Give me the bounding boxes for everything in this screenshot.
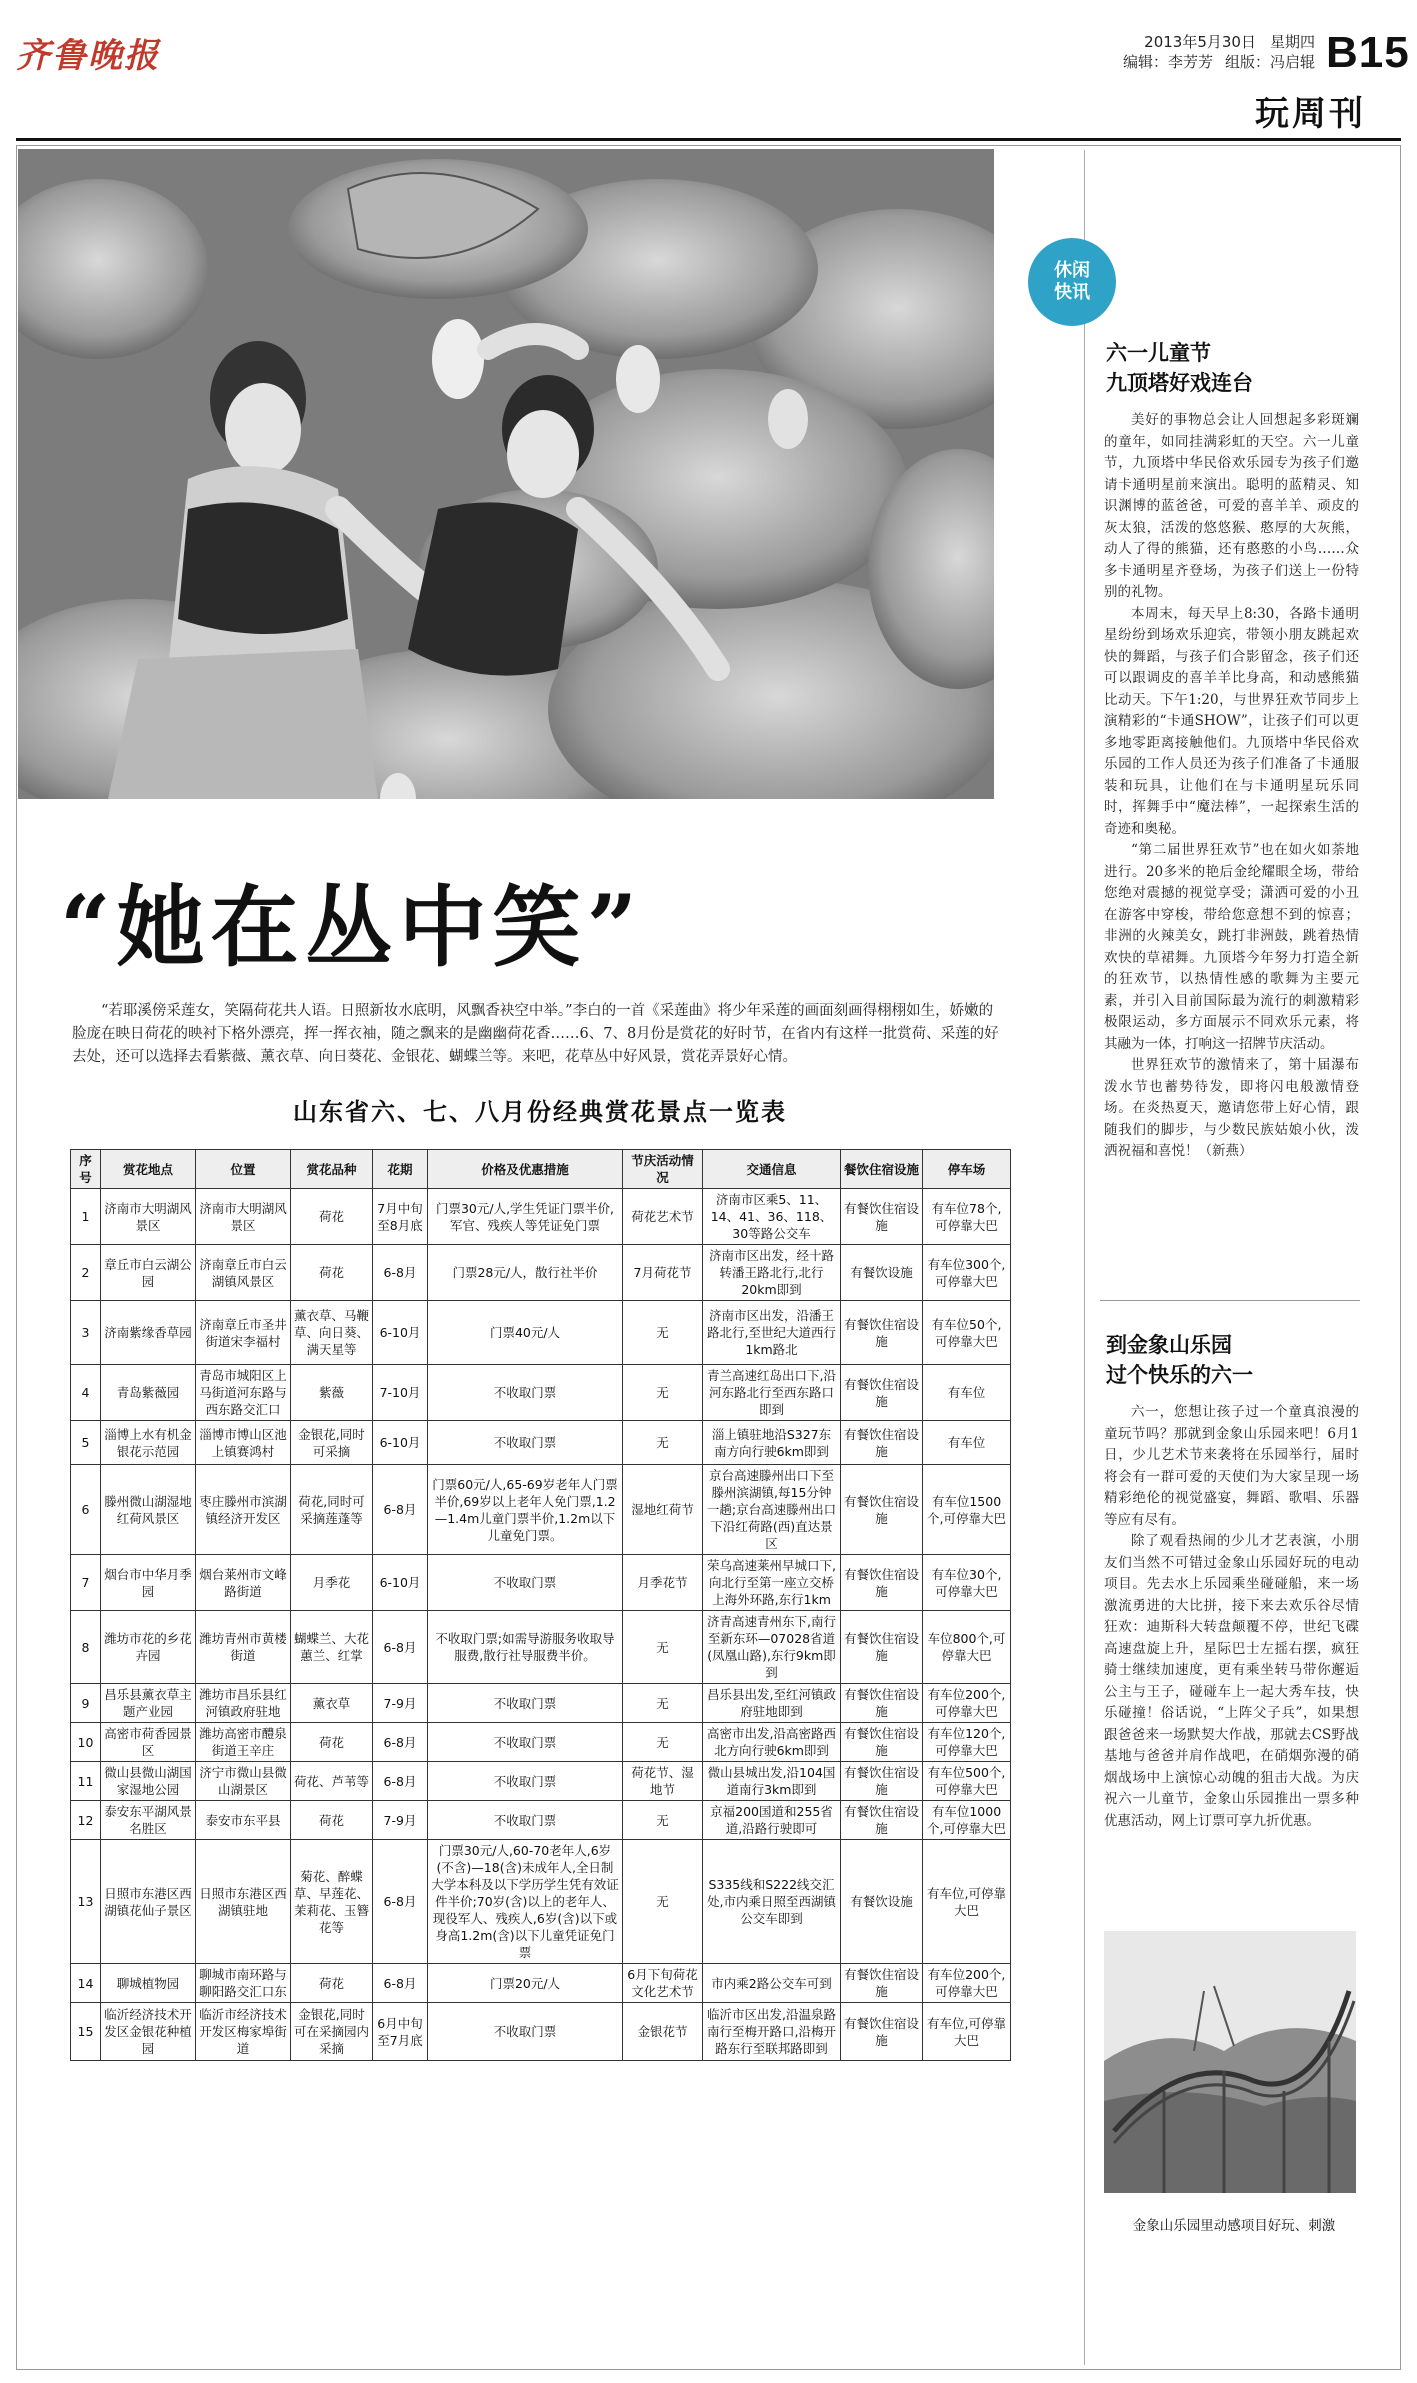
table-cell: 济南市区乘5、11、14、41、36、118、30等路公交车: [703, 1189, 841, 1245]
table-cell: 有餐饮住宿设施: [841, 1801, 923, 1840]
table-row: [71, 1723, 1011, 1762]
table-row: [71, 1964, 1011, 2003]
table-cell: 不收取门票: [428, 1684, 623, 1723]
table-cell: 4: [71, 1365, 101, 1421]
table-cell: 昌乐县出发,至红河镇政府驻地即到: [703, 1684, 841, 1723]
table-cell: 济南市大明湖风景区: [196, 1189, 291, 1245]
table-cell: 临沂市经济技术开发区梅家埠街道: [196, 2003, 291, 2061]
table-cell: 6-8月: [373, 1245, 428, 1301]
table-header-cell: 节庆活动情况: [623, 1150, 703, 1189]
table-cell: 8: [71, 1611, 101, 1684]
table-row: [71, 1762, 1011, 1801]
table-cell: 济南章丘市圣井街道宋李福村: [196, 1301, 291, 1365]
table-cell: 潍坊市花的乡花卉园: [101, 1611, 196, 1684]
table-cell: 聊城植物园: [101, 1964, 196, 2003]
issue-weekday: 星期四: [1269, 33, 1315, 51]
table-cell: 潍坊青州市黄楼街道: [196, 1611, 291, 1684]
table-cell: 微山县城出发,沿104国道南行3km即到: [703, 1762, 841, 1801]
table-cell: 无: [623, 1301, 703, 1365]
article1-title-line1: 六一儿童节: [1106, 341, 1211, 365]
page-number: B15: [1326, 28, 1410, 77]
table-cell: 5: [71, 1421, 101, 1465]
header-rule: [16, 138, 1401, 141]
layout-credit: 组版：冯启辊: [1224, 53, 1315, 71]
table-cell: 济南市区出发，经十路转潘王路北行,北行20km即到: [703, 1245, 841, 1301]
table-cell: 不收取门票: [428, 1421, 623, 1465]
table-header-cell: 停车场: [923, 1150, 1011, 1189]
table-cell: 6-10月: [373, 1301, 428, 1365]
table-cell: 枣庄滕州市滨湖镇经济开发区: [196, 1465, 291, 1555]
table-body: [71, 1189, 1011, 2061]
table-cell: 有餐饮住宿设施: [841, 1555, 923, 1611]
article1-body: [1104, 410, 1359, 1163]
table-cell: 车位800个,可停靠大巴: [923, 1611, 1011, 1684]
table-cell: 荷花,同时可采摘莲蓬等: [291, 1465, 373, 1555]
table-cell: 有餐饮住宿设施: [841, 1465, 923, 1555]
table-cell: 荷花: [291, 1801, 373, 1840]
article1-paragraph: 世界狂欢节的激情来了，第十届瀑布泼水节也蓄势待发，即将闪电般激情登场。在炎热夏天，邀请您带上好心情，跟随我们的脚步，与少数民族姑娘小伙，泼洒祝福和喜悦！（新燕）: [1104, 1057, 1359, 1159]
table-cell: 有餐饮住宿设施: [841, 1365, 923, 1421]
table-header-row: [71, 1150, 1011, 1189]
table-cell: 市内乘2路公交车可到: [703, 1964, 841, 2003]
table-cell: 荷花: [291, 1964, 373, 2003]
table-cell: 1: [71, 1189, 101, 1245]
article1-title-line2: 九顶塔好戏连台: [1106, 371, 1253, 395]
table-cell: 荷花: [291, 1723, 373, 1762]
table-cell: 薰衣草: [291, 1684, 373, 1723]
table-row: [71, 1684, 1011, 1723]
table-cell: 荣乌高速莱州早城口下,向北行至第一座立交桥上海外环路,东行1km: [703, 1555, 841, 1611]
amusement-park-photo: [1104, 1931, 1356, 2193]
table-cell: 15: [71, 2003, 101, 2061]
article2-title: [1106, 1330, 1253, 1390]
table-cell: 7-9月: [373, 1684, 428, 1723]
table-cell: 无: [623, 1611, 703, 1684]
table-cell: 7月荷花节: [623, 1245, 703, 1301]
table-cell: 门票30元/人,学生凭证门票半价,军官、残疾人等凭证免门票: [428, 1189, 623, 1245]
table-cell: 泰安东平湖风景名胜区: [101, 1801, 196, 1840]
table-row: [71, 1611, 1011, 1684]
table-cell: 有餐饮设施: [841, 1840, 923, 1964]
news-badge: [1028, 238, 1116, 326]
table-cell: 不收取门票;如需导游服务收取导服费,散行社导服费半价。: [428, 1611, 623, 1684]
table-cell: 蝴蝶兰、大花蕙兰、红掌: [291, 1611, 373, 1684]
table-cell: 菊花、醉蝶草、早莲花、茉莉花、玉簪花等: [291, 1840, 373, 1964]
article2-paragraph: 除了观看热闹的少儿才艺表演，小朋友们当然不可错过金象山乐园好玩的电动项目。先去水上乐园乘坐碰碰船，来一场激流勇进的大比拼，接下来去欢乐谷尽情狂欢：迪斯科大转盘颠覆不停，世纪飞碟高速盘旋上升，星际巴士左摇右摆，疯狂骑士继续加速度，更有乘坐转马带你邂逅公主与王子，碰碰车上一起大秀车技，快乐碰撞！俗话说，“上阵父子兵”，如果想跟爸爸来一场默契大作战，那就去CS野战基地与爸爸并肩作战吧，在硝烟弥漫的硝烟战场中上演惊心动魄的狙击大战。为庆祝六一儿童节，金象山乐园推出一票多种优惠活动，网上订票可享九折优惠。: [1104, 1533, 1359, 1829]
table-cell: 薰衣草、马鞭草、向日葵、满天星等: [291, 1301, 373, 1365]
article1-paragraph: “第二届世界狂欢节”也在如火如荼地进行。20多米的艳后金纶耀眼全场，带给您绝对震撼的视觉享受；潇洒可爱的小丑在游客中穿梭，带给您意想不到的惊喜；非洲的火辣美女，跳打非洲鼓，跳着热情欢快的草裙舞。九顶塔今年努力打造全新的狂欢节，以热情性感的歌舞为主要元素，并引入目前国际最为流行的刺激精彩极限运动，多方面展示不同欢乐元素，将其融为一体，打响这一招牌节庆活动。: [1104, 842, 1359, 1052]
table-cell: 有餐饮住宿设施: [841, 2003, 923, 2061]
table-cell: 有车位50个,可停靠大巴: [923, 1301, 1011, 1365]
table-cell: 济南紫缘香草园: [101, 1301, 196, 1365]
table-cell: 不收取门票: [428, 2003, 623, 2061]
table-row: [71, 1301, 1011, 1365]
table-cell: 微山县微山湖国家湿地公园: [101, 1762, 196, 1801]
table-cell: 紫薇: [291, 1365, 373, 1421]
article-divider: [1100, 1300, 1360, 1301]
table-cell: 无: [623, 1421, 703, 1465]
table-cell: 6月中旬至7月底: [373, 2003, 428, 2061]
table-cell: 有车位,可停靠大巴: [923, 2003, 1011, 2061]
table-cell: 门票28元/人，散行社半价: [428, 1245, 623, 1301]
table-row: [71, 1801, 1011, 1840]
table-cell: 无: [623, 1365, 703, 1421]
table-cell: 京台高速滕州出口下至滕州滨湖镇,每15分钟一趟;京台高速滕州出口下沿红荷路(西)直达景区: [703, 1465, 841, 1555]
table-cell: 7-9月: [373, 1801, 428, 1840]
table-cell: 烟台市中华月季园: [101, 1555, 196, 1611]
table-cell: 京福200国道和255省道,沿路行驶即可: [703, 1801, 841, 1840]
table-cell: 14: [71, 1964, 101, 2003]
badge-line-2: 快讯: [1054, 282, 1090, 303]
table-cell: 荷花、芦苇等: [291, 1762, 373, 1801]
page-headline: “她在丛中笑”: [60, 875, 644, 979]
table-title: 山东省六、七、八月份经典赏花景点一览表: [293, 1098, 787, 1126]
table-cell: 有餐饮住宿设施: [841, 1301, 923, 1365]
table-cell: 不收取门票: [428, 1801, 623, 1840]
table-cell: 济南章丘市白云湖镇风景区: [196, 1245, 291, 1301]
table-header-cell: 位置: [196, 1150, 291, 1189]
table-row: [71, 1245, 1011, 1301]
table-cell: 6-8月: [373, 1611, 428, 1684]
table-cell: 11: [71, 1762, 101, 1801]
table-cell: 有车位30个,可停靠大巴: [923, 1555, 1011, 1611]
column-divider: [1084, 150, 1085, 2365]
table-cell: 门票20元/人: [428, 1964, 623, 2003]
table-cell: 荷花节、湿地节: [623, 1762, 703, 1801]
table-cell: 6-8月: [373, 1465, 428, 1555]
table-header-cell: 花期: [373, 1150, 428, 1189]
table-header-cell: 价格及优惠措施: [428, 1150, 623, 1189]
table-cell: 有餐饮住宿设施: [841, 1964, 923, 2003]
table-cell: 7-10月: [373, 1365, 428, 1421]
table-cell: 淄上镇驻地沿S327东南方向行驶6km即到: [703, 1421, 841, 1465]
intro-paragraph: “若耶溪傍采莲女，笑隔荷花共人语。日照新妆水底明，风飘香袂空中举。”李白的一首《采莲曲》将少年采莲的画面刻画得栩栩如生，娇嫩的脸庞在映日荷花的映衬下格外漂亮，挥一挥衣袖，随之飘来的是幽幽荷花香……6、7、8月份是赏花的好时节，在省内有这样一批赏荷、采莲的好去处，还可以选择去看紫薇、薰衣草、向日葵花、金银花、蝴蝶兰等。来吧，花草丛中好风景，赏花弄景好心情。: [72, 1003, 999, 1065]
table-cell: 不收取门票: [428, 1723, 623, 1762]
section-title: 玩周刊: [1255, 94, 1366, 134]
table-cell: 7月中旬至8月底: [373, 1189, 428, 1245]
table-row: [71, 2003, 1011, 2061]
table-row: [71, 1555, 1011, 1611]
table-cell: 荷花: [291, 1189, 373, 1245]
table-cell: 有车位1500个,可停靠大巴: [923, 1465, 1011, 1555]
table-cell: 有餐饮住宿设施: [841, 1189, 923, 1245]
table-cell: 不收取门票: [428, 1762, 623, 1801]
issue-date: 2013年5月30日: [1144, 33, 1256, 51]
table-cell: 9: [71, 1684, 101, 1723]
table-cell: 青兰高速红岛出口下,沿河东路北行至西东路口即到: [703, 1365, 841, 1421]
article2-paragraph: 六一，您想让孩子过一个童真浪漫的童玩节吗？那就到金象山乐园来吧！6月1日，少儿艺术节来袭将在乐园举行，届时将会有一群可爱的天使们为大家呈现一场精彩绝伦的视觉盛宴，舞蹈、歌唱、乐器等应有尽有。: [1104, 1404, 1359, 1528]
table-cell: 无: [623, 1723, 703, 1762]
table-cell: 门票60元/人,65-69岁老年人门票半价,69岁以上老年人免门票,1.2—1.4m儿童门票半价,1.2m以下儿童免门票。: [428, 1465, 623, 1555]
table-cell: 门票40元/人: [428, 1301, 623, 1365]
table-cell: 淄博市博山区池上镇赛鸿村: [196, 1421, 291, 1465]
table-cell: 有餐饮住宿设施: [841, 1723, 923, 1762]
table-cell: 有餐饮住宿设施: [841, 1421, 923, 1465]
table-cell: 不收取门票: [428, 1365, 623, 1421]
article2-title-line1: 到金象山乐园: [1106, 1333, 1232, 1357]
table-cell: 有车位200个,可停靠大巴: [923, 1964, 1011, 2003]
table-cell: 济宁市微山县微山湖景区: [196, 1762, 291, 1801]
table-cell: 日照市东港区西湖镇驻地: [196, 1840, 291, 1964]
table-cell: 13: [71, 1840, 101, 1964]
table-cell: 聊城市南环路与聊阳路交汇口东: [196, 1964, 291, 2003]
article2-body: [1104, 1402, 1359, 1832]
article1-paragraph: 本周末，每天早上8:30，各路卡通明星纷纷到场欢乐迎宾，带领小朋友跳起欢快的舞蹈，与孩子们合影留念，孩子们还可以跟调皮的喜羊羊比身高，和动感熊猫比动天。下午1:20，与世界狂欢节同步上演精彩的“卡通SHOW”，让孩子们可以更多地零距离接触他们。九顶塔中华民俗欢乐园的工作人员还为孩子们准备了卡通服装和玩具，让他们在与卡通明星玩乐同时，挥舞手中“魔法棒”，一起探索生活的奇迹和奥秘。: [1104, 605, 1359, 837]
table-row: [71, 1421, 1011, 1465]
table-cell: 荷花艺术节: [623, 1189, 703, 1245]
table-header-cell: 交通信息: [703, 1150, 841, 1189]
table-row: [71, 1365, 1011, 1421]
article1-paragraph: 美好的事物总会让人回想起多彩斑斓的童年，如同挂满彩虹的天空。六一儿童节，九顶塔中华民俗欢乐园专为孩子们邀请卡通明星前来演出。聪明的蓝精灵、知识渊博的蓝爸爸，可爱的喜羊羊、顽皮的灰太狼，活泼的悠悠猴、憨厚的大灰熊，动人了得的熊猫，还有憨憨的小鸟……众多卡通明星齐登场，为孩子们送上一份特别的礼物。: [1104, 412, 1359, 600]
table-cell: 6: [71, 1465, 101, 1555]
newspaper-logo: 齐鲁晚报: [16, 36, 160, 76]
table-cell: 有车位1000个,可停靠大巴: [923, 1801, 1011, 1840]
article1-title: [1106, 338, 1253, 398]
table-cell: 有车位500个,可停靠大巴: [923, 1762, 1011, 1801]
table-cell: 烟台莱州市文峰路街道: [196, 1555, 291, 1611]
table-cell: 有车位: [923, 1365, 1011, 1421]
table-cell: 无: [623, 1840, 703, 1964]
table-cell: 有餐饮住宿设施: [841, 1762, 923, 1801]
table-cell: 有车位: [923, 1421, 1011, 1465]
table-cell: 6-10月: [373, 1555, 428, 1611]
table-cell: 6-8月: [373, 1762, 428, 1801]
editor-credit: 编辑：李芳芳: [1122, 53, 1213, 71]
table-cell: 6月下旬荷花文化艺术节: [623, 1964, 703, 2003]
table-cell: 6-8月: [373, 1964, 428, 2003]
table-cell: 临沂市区出发,沿温泉路南行至梅开路口,沿梅开路东行至联邦路即到: [703, 2003, 841, 2061]
table-cell: 高密市荷香园景区: [101, 1723, 196, 1762]
header-meta: [1085, 32, 1315, 72]
table-cell: 章丘市白云湖公园: [101, 1245, 196, 1301]
table-cell: S335线和S222线交汇处,市内乘日照至西湖镇公交车即到: [703, 1840, 841, 1964]
table-cell: 无: [623, 1684, 703, 1723]
table-cell: 有车位200个,可停靠大巴: [923, 1684, 1011, 1723]
table-cell: 济南市大明湖风景区: [101, 1189, 196, 1245]
table-cell: 淄博上水有机金银花示范园: [101, 1421, 196, 1465]
table-cell: 湿地红荷节: [623, 1465, 703, 1555]
table-cell: 临沂经济技术开发区金银花种植园: [101, 2003, 196, 2061]
table-cell: 有餐饮设施: [841, 1245, 923, 1301]
table-cell: 3: [71, 1301, 101, 1365]
table-cell: 滕州微山湖湿地红荷风景区: [101, 1465, 196, 1555]
table-cell: 无: [623, 1801, 703, 1840]
table-header-cell: 序号: [71, 1150, 101, 1189]
table-cell: 有餐饮住宿设施: [841, 1684, 923, 1723]
table-cell: 青岛市城阳区上马街道河东路与西东路交汇口: [196, 1365, 291, 1421]
table-cell: 日照市东港区西湖镇花仙子景区: [101, 1840, 196, 1964]
table-header-cell: 餐饮住宿设施: [841, 1150, 923, 1189]
table-cell: 月季花节: [623, 1555, 703, 1611]
table-cell: 荷花: [291, 1245, 373, 1301]
table-cell: 2: [71, 1245, 101, 1301]
table-cell: 昌乐县薰衣草主题产业园: [101, 1684, 196, 1723]
table-cell: 有车位300个,可停靠大巴: [923, 1245, 1011, 1301]
table-cell: 不收取门票: [428, 1555, 623, 1611]
table-cell: 有车位120个,可停靠大巴: [923, 1723, 1011, 1762]
table-cell: 青岛紫薇园: [101, 1365, 196, 1421]
table-cell: 潍坊高密市醴泉街道王辛庄: [196, 1723, 291, 1762]
table-header-cell: 赏花品种: [291, 1150, 373, 1189]
table-cell: 有餐饮住宿设施: [841, 1611, 923, 1684]
table-cell: 7: [71, 1555, 101, 1611]
table-cell: 金银花,同时可在采摘园内采摘: [291, 2003, 373, 2061]
table-cell: 12: [71, 1801, 101, 1840]
badge-line-1: 休闲: [1054, 260, 1090, 281]
table-cell: 高密市出发,沿高密路西北方向行驶6km即到: [703, 1723, 841, 1762]
lotus-girls-photo: [18, 149, 994, 799]
table-row: [71, 1189, 1011, 1245]
table-cell: 有车位,可停靠大巴: [923, 1840, 1011, 1964]
photo-caption: 金象山乐园里动感项目好玩、刺激: [1132, 2218, 1336, 2234]
table-cell: 济青高速青州东下,南行至新东环—07028省道(凤凰山路),东行9km即到: [703, 1611, 841, 1684]
table-cell: 6-8月: [373, 1723, 428, 1762]
table-cell: 10: [71, 1723, 101, 1762]
table-cell: 门票30元/人,60-70老年人,6岁(不含)—18(含)未成年人,全日制大学本科及以下学历学生凭有效证件半价;70岁(含)以上的老年人、现役军人、残疾人,6岁(含)以下或身高1.2m(含)以下儿童凭证免门票: [428, 1840, 623, 1964]
table-cell: 有车位78个,可停靠大巴: [923, 1189, 1011, 1245]
table-cell: 金银花,同时可采摘: [291, 1421, 373, 1465]
table-cell: 6-10月: [373, 1421, 428, 1465]
table-cell: 潍坊市昌乐县红河镇政府驻地: [196, 1684, 291, 1723]
table-row: [71, 1840, 1011, 1964]
table-row: [71, 1465, 1011, 1555]
table-cell: 泰安市东平县: [196, 1801, 291, 1840]
table-cell: 金银花节: [623, 2003, 703, 2061]
table-cell: 月季花: [291, 1555, 373, 1611]
table-cell: 济南市区出发，沿潘王路北行,至世纪大道西行1km路北: [703, 1301, 841, 1365]
flower-spots-table: [70, 1149, 1011, 2061]
article2-title-line2: 过个快乐的六一: [1106, 1363, 1253, 1387]
table-header-cell: 赏花地点: [101, 1150, 196, 1189]
table-cell: 6-8月: [373, 1840, 428, 1964]
